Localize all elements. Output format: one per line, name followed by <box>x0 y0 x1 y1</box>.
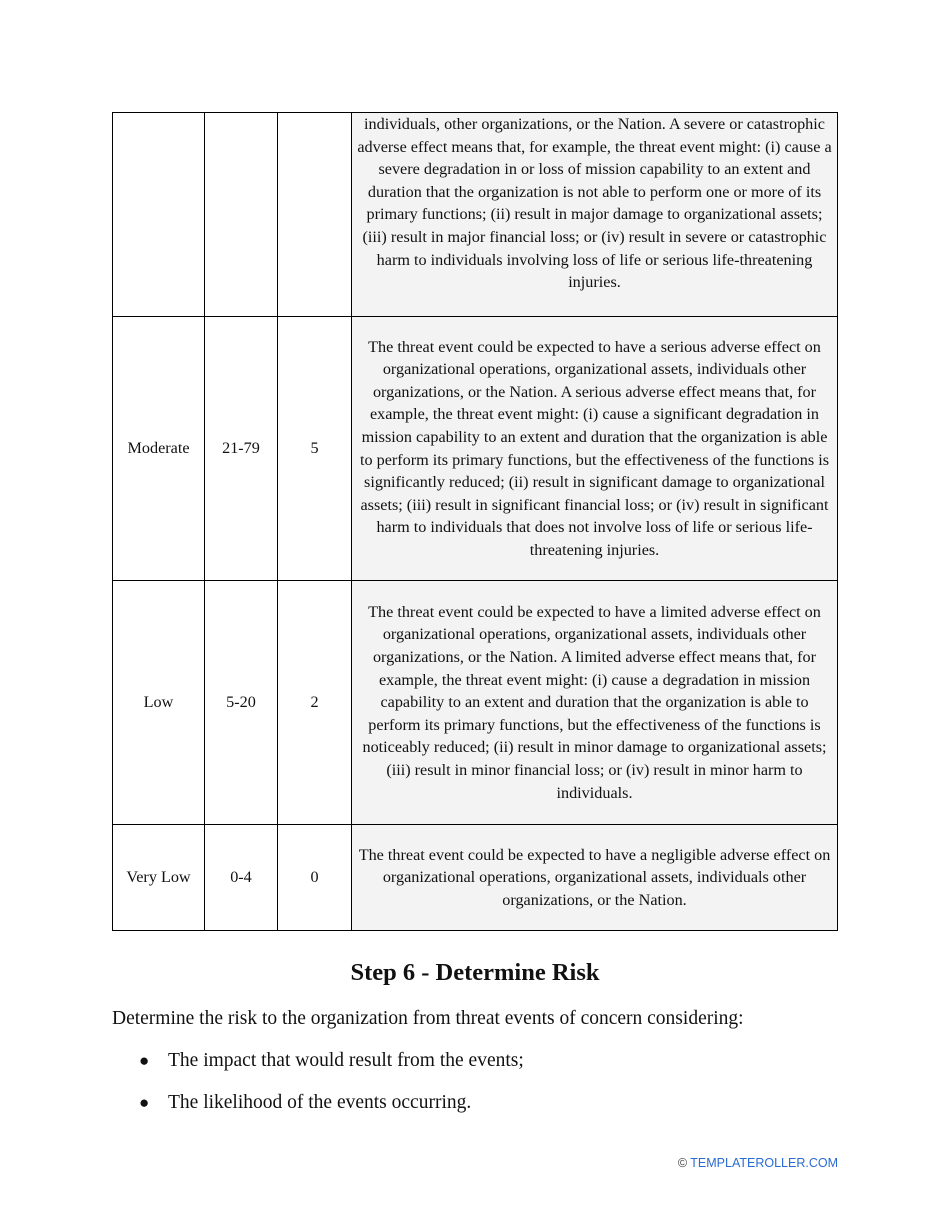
list-item-text: The likelihood of the events occurring. <box>168 1092 472 1113</box>
intro-paragraph: Determine the risk to the organization from threat events of concern considering: <box>112 1008 744 1029</box>
impact-value-cell: 2 <box>278 581 352 825</box>
impact-level-cell: Low <box>113 581 205 825</box>
copyright-icon: © <box>677 1156 688 1170</box>
impact-range-cell: 0-4 <box>205 825 278 931</box>
table-row <box>113 825 838 931</box>
impact-level-table <box>112 112 838 931</box>
impact-level-cell: Moderate <box>113 317 205 581</box>
impact-description-cell: The threat event could be expected to have a limited adverse effect on organizational operations, organizational assets, individuals other organizations, or the Nation. A limited adverse effect means that, for example, the threat event might: (i) cause a degradation in mission capability to an extent and duration that the organization is able to perform its primary functions, but the effectiveness of the functions is noticeably reduced; (ii) result in minor damage to organizational assets; (iii) result in minor financial loss; or (iv) result in minor harm to individuals. <box>352 581 838 825</box>
templateroller-link[interactable]: TEMPLATEROLLER.COM <box>690 1156 838 1170</box>
list-item <box>112 1048 524 1090</box>
impact-description-cell: The threat event could be expected to have a serious adverse effect on organizational operations, organizational assets, individuals other organizations, or the Nation. A serious adverse effect means that, for example, the threat event might: (i) cause a significant degradation in mission capability to an extent and duration that the organization is able to perform its primary functions, but the effectiveness of the functions is significantly reduced; (ii) result in significant damage to organizational assets; (iii) result in significant financial loss; or (iv) result in significant harm to individuals that does not involve loss of life or serious life-threatening injuries. <box>352 317 838 581</box>
impact-range-cell: 5-20 <box>205 581 278 825</box>
impact-value-cell: 0 <box>278 825 352 931</box>
footer-credit <box>678 1156 838 1170</box>
table-row <box>113 317 838 581</box>
impact-description-cell: The threat event could be expected to have a negligible adverse effect on organizational operations, organizational assets, individuals other organizations, or the Nation. <box>352 825 838 931</box>
impact-description-cell: individuals, other organizations, or the Nation. A severe or catastrophic adverse effect means that, for example, the threat event might: (i) cause a severe degradation in or loss of mission capability to an extent and duration that the organization is not able to perform one or more of its primary functions; (ii) result in major damage to organizational assets; (iii) result in major financial loss; or (iv) result in severe or catastrophic harm to individuals involving loss of life or serious life-threatening injuries. <box>352 113 838 317</box>
impact-range-cell: 21-79 <box>205 317 278 581</box>
list-item-text: The impact that would result from the events; <box>168 1050 524 1071</box>
impact-level-cell <box>113 113 205 317</box>
bullet-icon: ● <box>139 1093 150 1112</box>
table-row <box>113 581 838 825</box>
section-heading: Step 6 - Determine Risk <box>350 959 600 986</box>
impact-range-cell <box>205 113 278 317</box>
impact-level-cell: Very Low <box>113 825 205 931</box>
bullet-icon: ● <box>139 1051 150 1070</box>
risk-factor-list <box>112 1048 524 1132</box>
impact-value-cell <box>278 113 352 317</box>
table-row <box>113 113 838 317</box>
list-item <box>112 1090 524 1132</box>
impact-value-cell: 5 <box>278 317 352 581</box>
